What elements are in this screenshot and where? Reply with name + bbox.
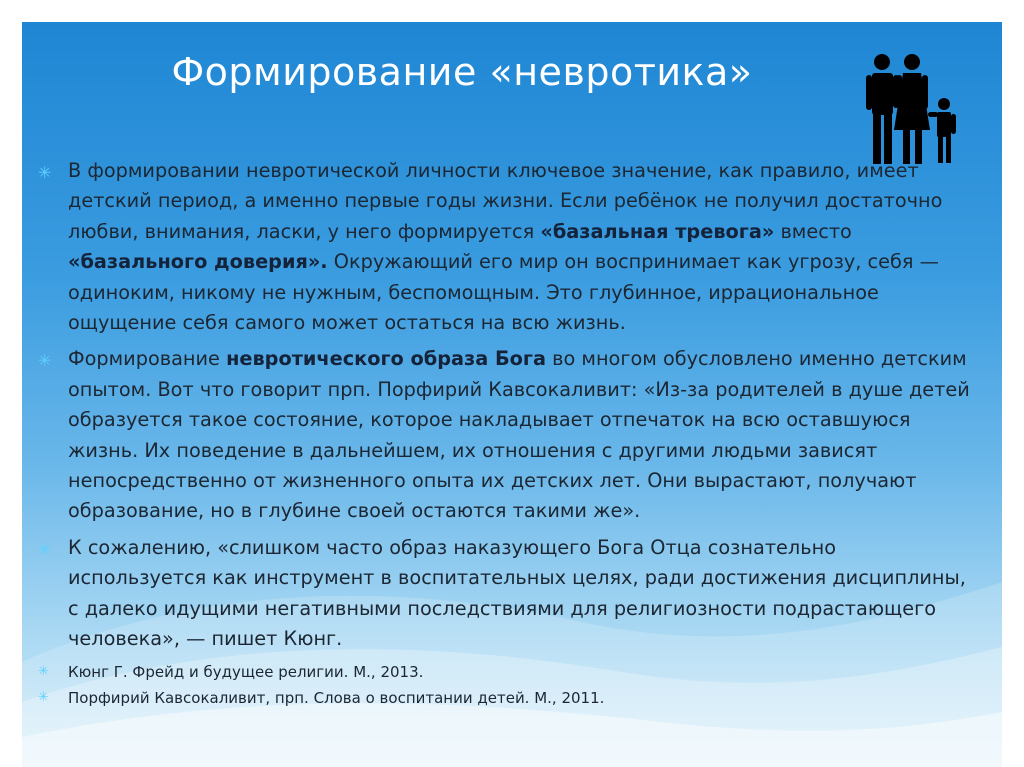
- paragraph-1: ✳ В формировании невротической личности ключевое значение, как правило, имеет детский период, а именно первые годы жизни. Если ребёнок не получил достаточно любви, внимания, ласки, у него формируется «базальная тревога» вместо «базального доверия». Окружающий его мир он воспринимает как угрозу, себя — одиноким, никому не нужным, беспомощным. Это глубинное, иррациональное ощущение себя самого может остаться на всю жизнь.: [38, 159, 943, 335]
- slide-title: Формирование «невротика»: [171, 50, 753, 94]
- bullet-star-icon: ✳: [38, 539, 52, 559]
- bullet-star-icon: ✳: [38, 689, 49, 705]
- reference-2: ✳ Порфирий Кавсокаливит, прп. Слова о воспитании детей. М., 2011.: [38, 688, 605, 707]
- bullet-star-icon: ✳: [38, 663, 49, 679]
- bullet-star-icon: ✳: [38, 351, 52, 371]
- bullet-star-icon: ✳: [38, 163, 52, 182]
- slide: [22, 22, 1002, 767]
- family-icon: [860, 52, 964, 164]
- paragraph-2: ✳ Формирование невротического образа Бога во многом обусловлено именно детским опытом. Вот что говорит прп. Порфирий Кавсокаливит: «Из-за родителей в душе детей образуется такое состояние, которое накладывает отпечаток на всю оставшуюся жизнь. Их поведение в дальнейшем, их отношения с другими людьми зависят непосредственно от жизненного опыта их детских лет. Они вырастают, получают образование, но в глубине своей остаются такими же».: [38, 347, 970, 523]
- slide-body: [36, 156, 980, 709]
- paragraph-3: ✳ К сожалению, «слишком часто образ наказующего Бога Отца сознательно используется как инструмент в воспитательных целях, ради достижения дисциплины, с далеко идущими негативными последствиями для религиозности подрастающего человека», — пишет Кюнг.: [38, 535, 966, 651]
- reference-1: ✳ Кюнг Г. Фрейд и будущее религии. М., 2013.: [38, 662, 424, 681]
